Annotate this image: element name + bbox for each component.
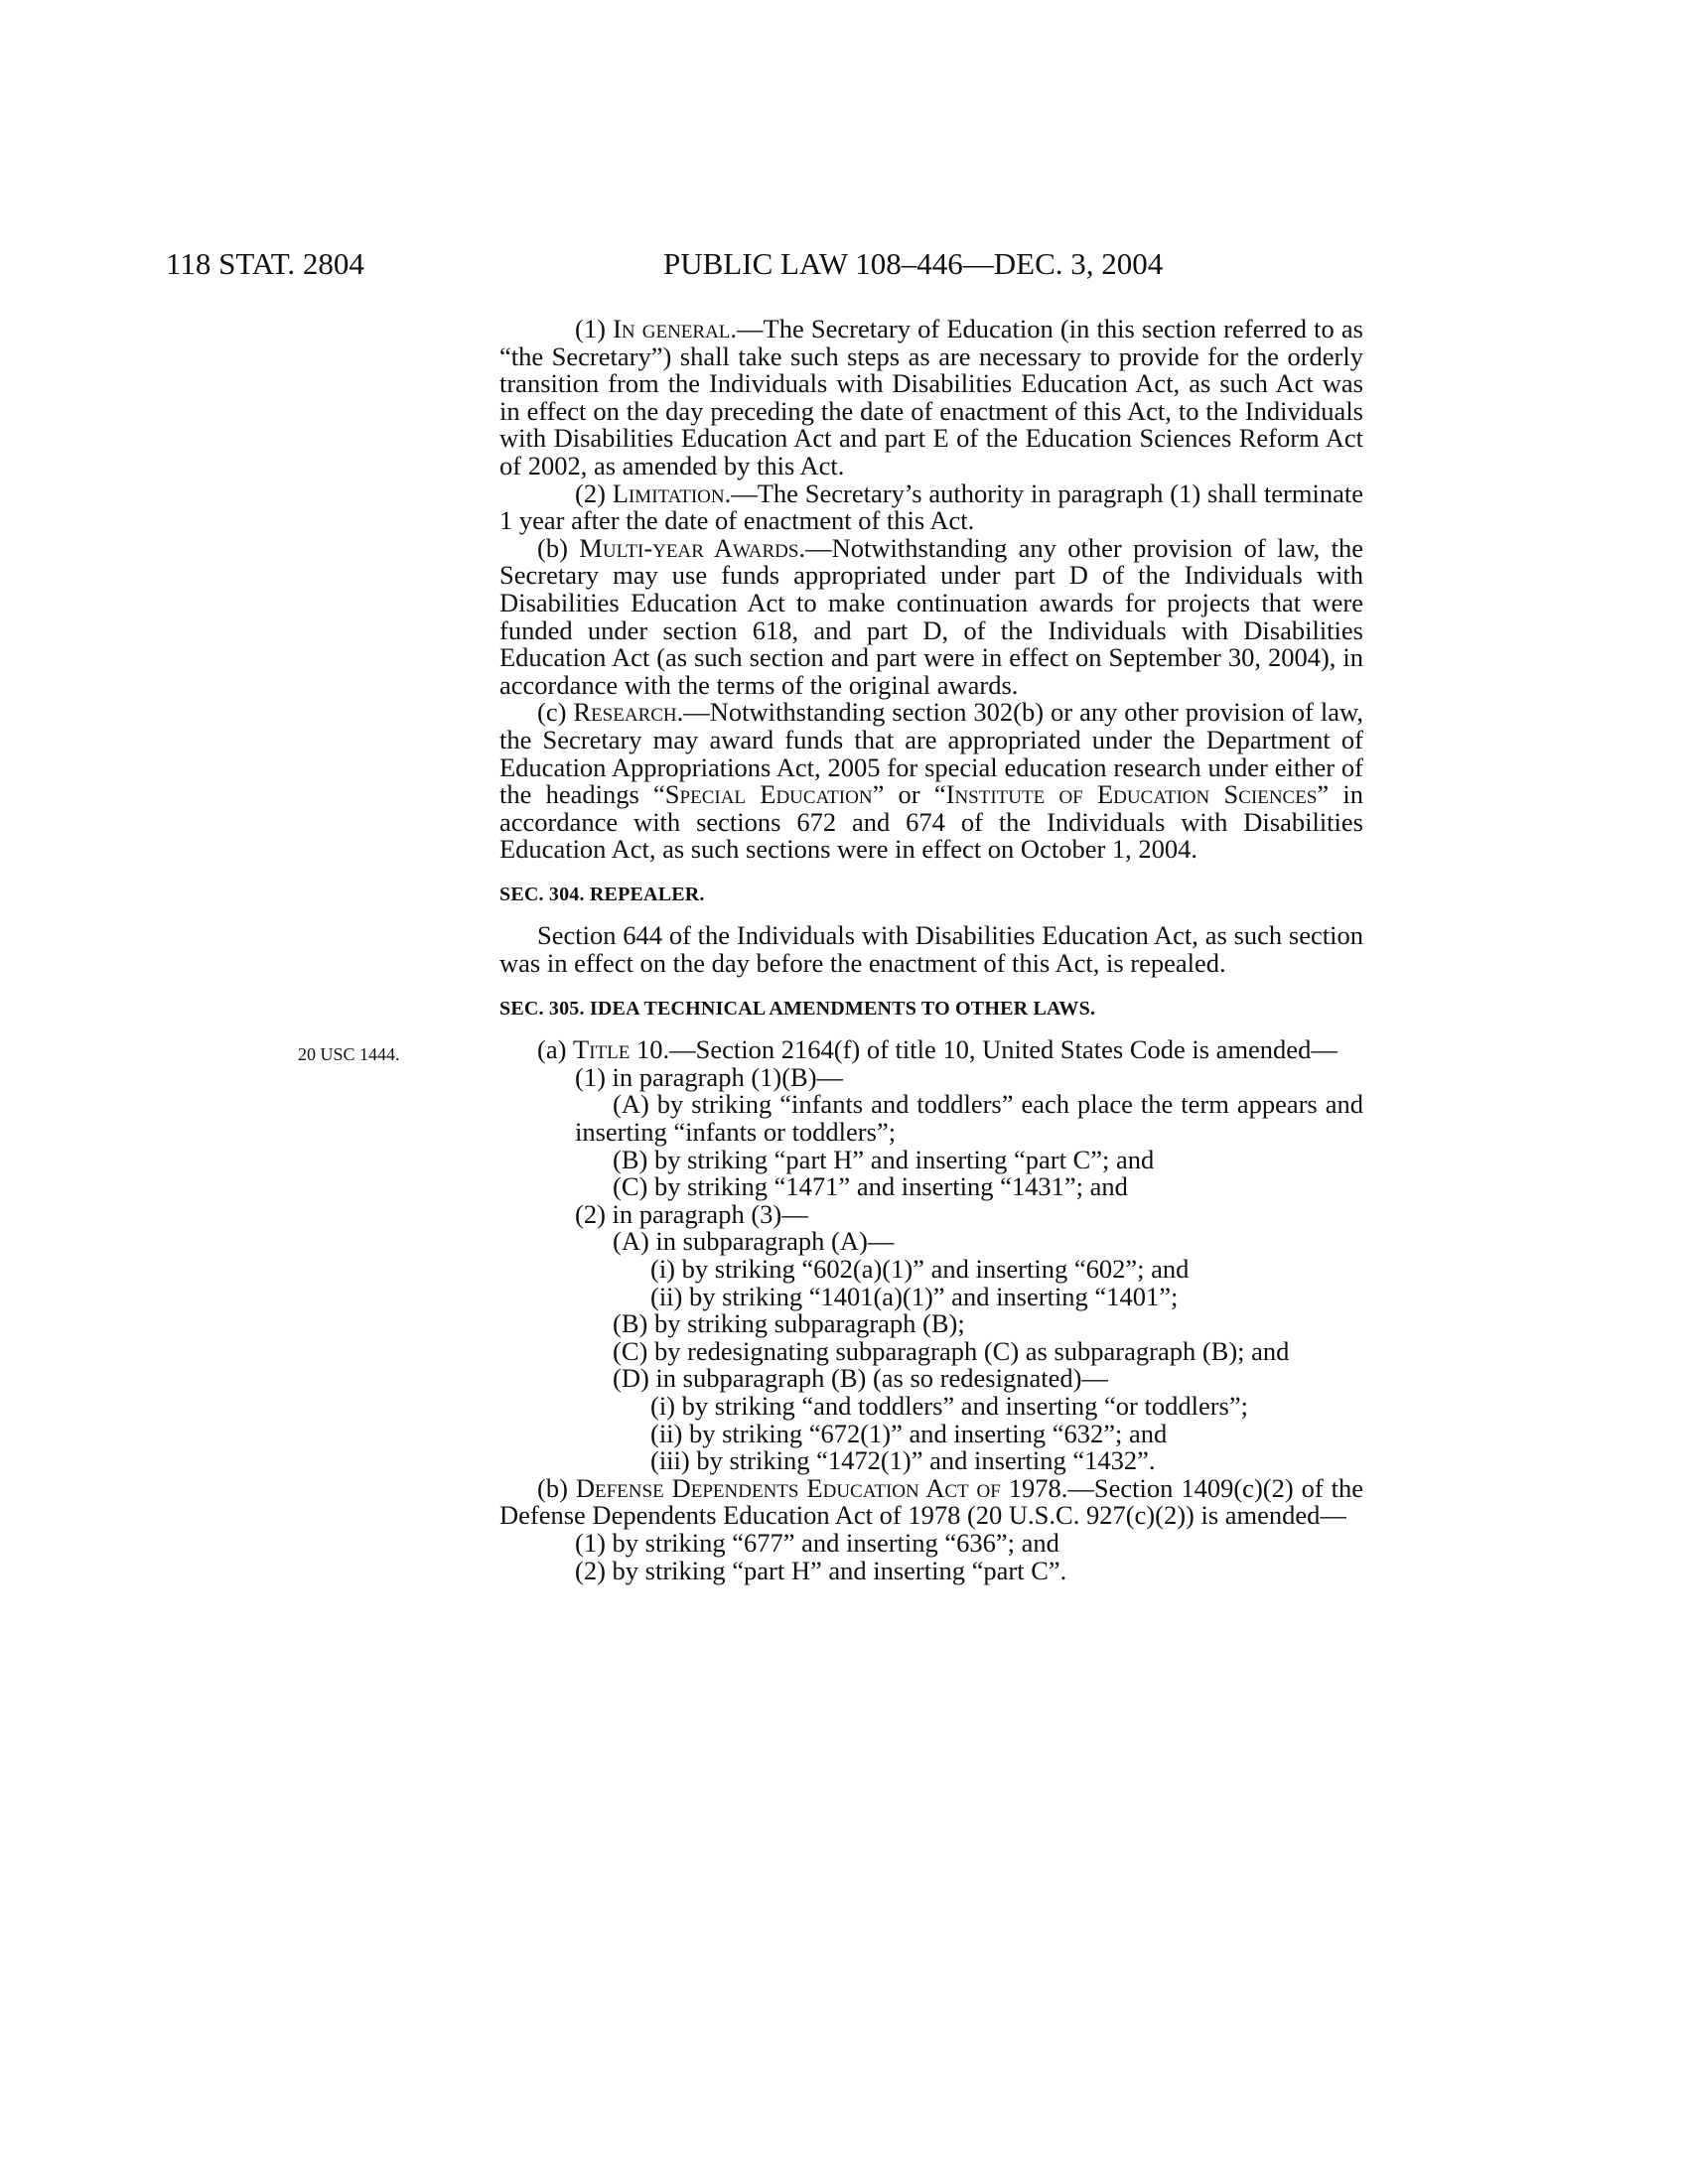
section-305-a1-B: (B) by striking “part H” and inserting “part C”; and bbox=[613, 1144, 1155, 1174]
section-305-a2-D-i: (i) by striking “and toddlers” and inserting “or toddlers”; bbox=[650, 1390, 1248, 1421]
section-305-a2-D-iii: (iii) by striking “1472(1)” and inserting “1432”. bbox=[650, 1445, 1156, 1476]
section-305-a: (a) Title 10.—Section 2164(f) of title 10, United States Code is amended— bbox=[537, 1034, 1337, 1065]
section-304-text: Section 644 of the Individuals with Disabilities Education Act, as such section was in effect on the day before the enactment of this Act, is repealed. bbox=[499, 920, 1363, 979]
section-305-a2-B: (B) by striking subparagraph (B); bbox=[613, 1308, 965, 1339]
paragraph-a2: (2) Limitation.—The Secretary’s authority in paragraph (1) shall terminate 1 year after the date of enactment of this Act. bbox=[499, 478, 1363, 536]
section-305-b: (b) Defense Dependents Education Act of 1978.—Section 1409(c)(2) of the Defense Dependents Education Act of 1978 (20 U.S.C. 927(c)(2)) is amended— bbox=[499, 1472, 1364, 1531]
paragraph-b: (b) Multi-year Awards.—Notwithstanding any other provision of law, the Secretary may use funds appropriated under part D of the Individuals with Disabilities Education Act to make continuation awards for projects that were funded under section 618, and part D, of the Individuals with Disabilities Education Act (as such section and part were in effect on September 30, 2004), in accordance with the terms of the original awards. bbox=[499, 532, 1363, 700]
paragraph-heading: Research bbox=[573, 697, 677, 728]
paragraph-a1: (1) In general.—The Secretary of Education (in this section referred to as “the Secretary”) shall take such steps as are necessary to provide for the orderly transition from the Individuals with Disabilities Education Act, as such Act was in effect on the day preceding the date of enactment of this Act, to the Individuals with Disabilities Education Act and part E of the Education Sciences Reform Act of 2002, as amended by this Act. bbox=[499, 314, 1363, 480]
section-305-a1-C: (C) by striking “1471” and inserting “1431”; and bbox=[613, 1171, 1128, 1202]
section-305-a2-C: (C) by redesignating subparagraph (C) as subparagraph (B); and bbox=[613, 1335, 1290, 1366]
section-305-b1: (1) by striking “677” and inserting “636”; and bbox=[575, 1527, 1059, 1558]
section-305-a2-A-ii: (ii) by striking “1401(a)(1)” and inserting “1401”; bbox=[650, 1281, 1179, 1311]
paragraph-heading: Defense Dependents Education Act of 1978 bbox=[575, 1472, 1061, 1503]
section-305-heading: SEC. 305. IDEA TECHNICAL AMENDMENTS TO OTHER LAWS. bbox=[499, 997, 1096, 1020]
paragraph-c: (c) Research.—Notwithstanding section 302(b) or any other provision of law, the Secretary may award funds that are appropriated under the Department of Education Appropriations Act, 2005 for special education research under either of the headings “Special Education” or “Institute of Education Sciences” in accordance with sections 672 and 674 of the Individuals with Disabilities Education Act, as such sections were in effect on October 1, 2004. bbox=[499, 697, 1364, 865]
section-305-a1-A: (A) by striking “infants and toddlers” each place the term appears and inserting “infants or toddlers”; bbox=[575, 1089, 1363, 1148]
public-law-header: PUBLIC LAW 108–446—DEC. 3, 2004 bbox=[663, 246, 1164, 281]
paragraph-heading: Title bbox=[573, 1034, 631, 1065]
section-305-b2: (2) by striking “part H” and inserting “part C”. bbox=[575, 1555, 1067, 1585]
paragraph-heading: Multi-year Awards bbox=[579, 532, 799, 563]
section-305-a1: (1) in paragraph (1)(B)— bbox=[575, 1061, 844, 1092]
section-305-a2-A: (A) in subparagraph (A)— bbox=[613, 1226, 895, 1257]
usc-margin-note: 20 USC 1444. bbox=[298, 1044, 400, 1064]
paragraph-heading: Limitation bbox=[612, 478, 725, 508]
stat-page-reference: 118 STAT. 2804 bbox=[166, 246, 364, 281]
section-305-a2: (2) in paragraph (3)— bbox=[575, 1198, 808, 1229]
section-305-a2-D-ii: (ii) by striking “672(1)” and inserting “632”; and bbox=[650, 1418, 1168, 1448]
document-body bbox=[499, 316, 1363, 1584]
section-305-a2-A-i: (i) by striking “602(a)(1)” and inserting “602”; and bbox=[650, 1254, 1190, 1284]
section-305-a2-D: (D) in subparagraph (B) (as so redesignated)— bbox=[613, 1363, 1108, 1394]
section-304-heading: SEC. 304. REPEALER. bbox=[499, 883, 705, 905]
paragraph-heading: In general bbox=[613, 314, 731, 343]
